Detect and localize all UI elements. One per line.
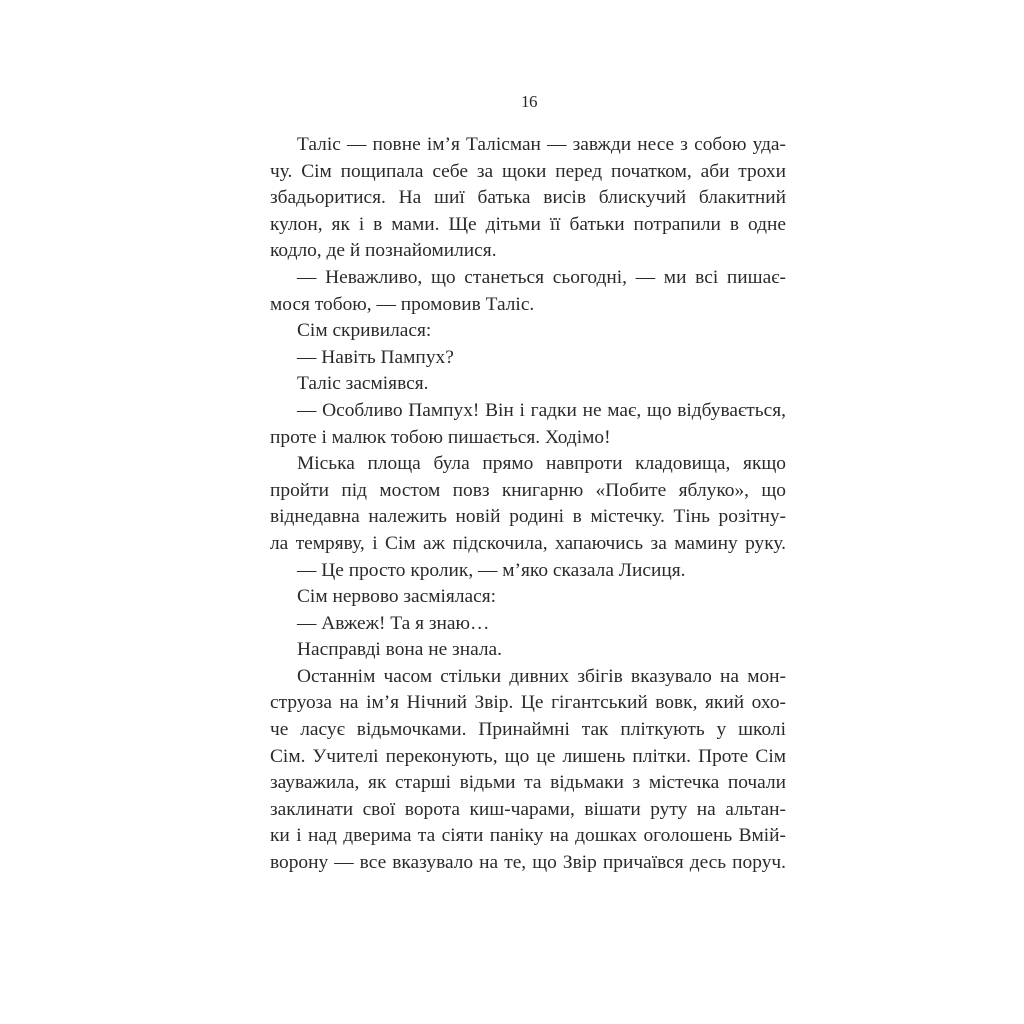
text-line: зауважила, як старші відьми та відьмаки з містечка почали bbox=[270, 772, 786, 794]
body-text bbox=[270, 132, 786, 877]
text-line: заклинати свої ворота киш-чарами, вішати руту на альтан- bbox=[270, 798, 786, 820]
text-line: проте і малюк тобою пишається. Ходімо! bbox=[270, 426, 611, 448]
text-line: че ласує відьмочками. Принаймні так пліткують у школі bbox=[270, 719, 786, 741]
text-line: збадьоритися. На шиї батька висів блискучий блакитний bbox=[270, 187, 786, 209]
text-line: ки і над дверима та сіяти паніку на дошках оголошень Вмій- bbox=[270, 825, 786, 847]
text-line: мося тобою, — промовив Таліс. bbox=[270, 293, 535, 315]
text-line: Насправді вона не знала. bbox=[297, 639, 502, 661]
text-line: — Неважливо, що станеться сьогодні, — ми всі пишає- bbox=[297, 266, 786, 288]
text-line: ворону — все вказувало на те, що Звір причаївся десь поруч. bbox=[270, 852, 786, 874]
text-line: ла темряву, і Сім аж підскочила, хапаючись за мамину руку. bbox=[270, 532, 786, 554]
text-line: Таліс засміявся. bbox=[297, 373, 429, 395]
text-line: кодло, де й познайомилися. bbox=[270, 240, 497, 262]
text-line: віднедавна належить новій родині в містечку. Тінь розітну- bbox=[270, 506, 786, 528]
text-line: — Це просто кролик, — м’яко сказала Лисиця. bbox=[297, 559, 686, 581]
text-line: Сім нервово засміялася: bbox=[297, 586, 497, 608]
text-line: Сім. Учителі переконують, що це лишень плітки. Проте Сім bbox=[270, 745, 786, 767]
text-line: Останнім часом стільки дивних збігів вказувало на мон- bbox=[297, 665, 786, 687]
text-line: чу. Сім пощипала себе за щоки перед початком, аби трохи bbox=[270, 160, 786, 182]
page-number: 16 bbox=[521, 92, 537, 111]
text-line: — Навіть Пампух? bbox=[297, 346, 454, 368]
text-line: Міська площа була прямо навпроти кладовища, якщо bbox=[297, 453, 786, 475]
text-line: Сім скривилася: bbox=[297, 320, 432, 342]
text-line: Таліс — повне ім’я Талісман — завжди несе з собою уда- bbox=[297, 134, 786, 155]
text-line: кулон, як і в мами. Ще дітьми її батьки потрапили в одне bbox=[270, 213, 786, 235]
text-line: струоза на ім’я Нічний Звір. Це гігантський вовк, який охо- bbox=[270, 692, 786, 714]
text-line: — Особливо Пампух! Він і гадки не має, що відбувається, bbox=[297, 399, 786, 421]
text-line: пройти під мостом повз книгарню «Побите яблуко», що bbox=[270, 479, 786, 501]
text-line: — Авжеж! Та я знаю… bbox=[297, 612, 490, 634]
